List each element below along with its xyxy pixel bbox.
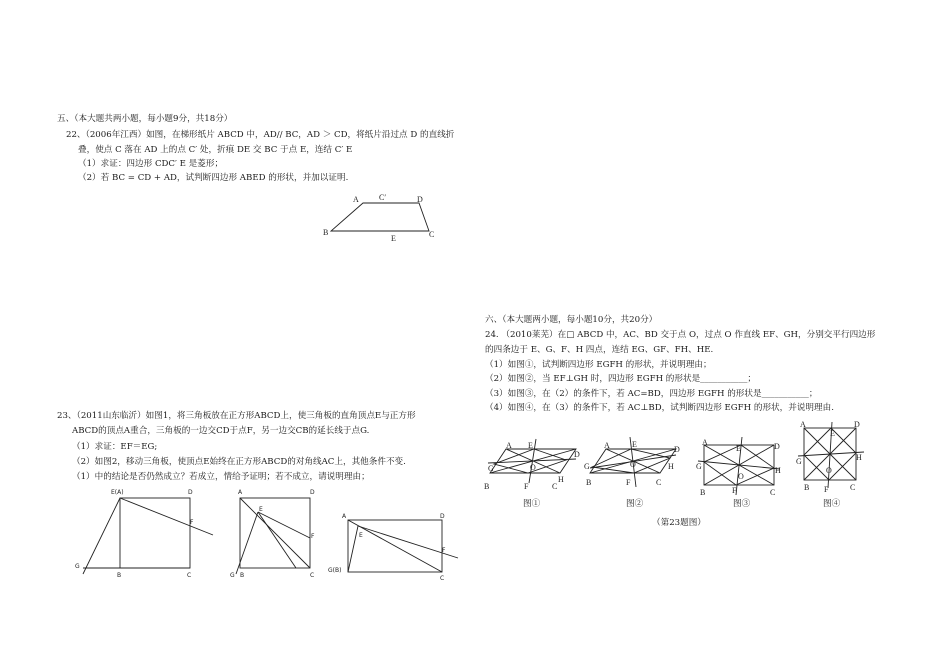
q23-part2: （2）如图2，移动三角板，使顶点E始终在正方形ABCD的对角线AC上，其他条件不变. <box>72 457 406 467</box>
label-D: D <box>854 420 860 429</box>
caption-fig1: 图① <box>523 499 541 509</box>
label-D: D <box>674 445 680 454</box>
label-H: H <box>775 466 781 475</box>
label-H: H <box>558 475 564 484</box>
label-D: D <box>440 513 445 520</box>
label-B: B <box>240 572 245 579</box>
triangle-edge-ef <box>258 512 310 538</box>
label-C: C <box>187 572 192 579</box>
figure-caption-23: （第23题图） <box>652 518 706 528</box>
q22-line2: 叠，使点 C 落在 AD 上的点 C′ 处，折痕 DE 交 BC 于点 E，连结 C′ E <box>78 145 353 155</box>
q22-line1: 22、（2006年江西）如图，在梯形纸片 ABCD 中，AD// BC，AD ＞ CD，将纸片沿过点 D 的直线折 <box>66 130 455 140</box>
label-A: A <box>702 438 708 447</box>
connector <box>258 512 296 568</box>
q24-figure2 <box>584 437 679 497</box>
label-B: B <box>117 572 122 579</box>
label-D: D <box>188 489 193 496</box>
label-D: D <box>774 442 780 451</box>
label-G: G <box>75 563 80 570</box>
label-G: G <box>696 462 702 471</box>
label-E: E <box>259 506 263 513</box>
q23-figure3 <box>328 512 463 592</box>
label-G: G <box>584 462 590 471</box>
q23-figure2 <box>230 488 320 578</box>
q23-part3: （1）中的结论是否仍然成立？若成立，情给予证明；若不成立，请说明理由； <box>72 472 370 482</box>
label-C: C <box>552 482 558 491</box>
label-D: D <box>417 195 423 204</box>
label-C: C <box>440 575 445 582</box>
section6-title: 六、（本大题两小题，每小题10分，共20分） <box>485 315 658 325</box>
label-H: H <box>856 453 862 462</box>
label-A: A <box>353 195 359 204</box>
label-C: C <box>770 488 776 497</box>
q23-line1: 23、（2011山东临沂）如图1，将三角板放在正方形ABCD上，使三角板的直角顶点E与正方形 <box>57 411 416 421</box>
label-O: O <box>826 466 832 475</box>
label-B: B <box>700 488 706 497</box>
label-E: E <box>359 532 363 539</box>
q24-part1: （1）如图①，试判断四边形 EGFH 的形状，并说明理由； <box>485 360 712 370</box>
label-E: E <box>391 234 396 243</box>
label-E: E <box>830 429 835 438</box>
label-G: G <box>230 572 235 579</box>
trapezoid-shape <box>331 203 429 231</box>
label-O: O <box>630 460 636 469</box>
label-EA: E(A) <box>111 489 124 496</box>
label-C: C <box>310 572 315 579</box>
triangle-edge-eg <box>83 498 120 574</box>
label-A: A <box>506 441 512 450</box>
label-C: C <box>656 478 662 487</box>
label-C1: C′ <box>379 193 387 202</box>
label-F: F <box>626 478 631 487</box>
label-D: D <box>574 450 580 459</box>
section5-title: 五、（本大题共两小题，每小题9分，共18分） <box>57 114 233 124</box>
label-H: H <box>668 462 674 471</box>
label-F: F <box>732 486 737 495</box>
label-F: F <box>824 485 829 494</box>
q22-part2: （2）若 BC = CD + AD，试判断四边形 ABED 的形状，并加以证明. <box>78 173 349 183</box>
triangle-edge-eg <box>236 512 258 574</box>
label-F: F <box>311 533 315 540</box>
q24-line2: 的四条边于 E、G、F、H 四点，连结 EG、GF、FH、HE. <box>485 345 714 355</box>
q23-part1: （1）求证：EF＝EG; <box>72 442 158 452</box>
caption-fig2: 图② <box>626 499 644 509</box>
label-G: G <box>488 464 494 473</box>
label-A: A <box>342 513 347 520</box>
label-O: O <box>530 463 536 472</box>
caption-fig3: 图③ <box>733 499 751 509</box>
label-F: F <box>524 482 529 491</box>
label-A: A <box>800 420 806 429</box>
label-F: F <box>442 547 446 554</box>
q24-part4: （4）如图④，在（3）的条件下，若 AC⊥BD，试判断四边形 EGFH 的形状，并说明理由. <box>485 403 834 413</box>
label-A: A <box>604 441 610 450</box>
label-B: B <box>323 228 329 237</box>
label-E: E <box>528 441 533 450</box>
label-C: C <box>429 230 435 239</box>
label-E: E <box>632 440 637 449</box>
q23-figure1 <box>75 488 220 578</box>
q23-line2: ABCD的顶点A重合，三角板的一边交CD于点F，另一边交CB的延长线于点G. <box>72 426 370 436</box>
q24-figure1 <box>484 437 579 497</box>
label-E: E <box>736 444 741 453</box>
q22-trapezoid-figure <box>323 193 443 243</box>
q24-line1: 24. （2010莱芜）在□ ABCD 中，AC、BD 交于点 O，过点 O 作直线 EF、GH，分别交平行四边形 <box>485 330 876 340</box>
q22-part1: （1）求证：四边形 CDC′ E 是菱形； <box>78 159 224 169</box>
label-O: O <box>738 472 744 481</box>
label-A: A <box>238 489 243 496</box>
square-abcd <box>120 498 190 568</box>
label-D: D <box>310 489 315 496</box>
label-F: F <box>190 519 194 526</box>
caption-fig4: 图④ <box>823 499 841 509</box>
q24-part3: （3）如图③，在（2）的条件下，若 AC=BD，四边形 EGFH 的形状是___________； <box>485 389 818 399</box>
q24-figure4 <box>796 422 871 497</box>
label-B: B <box>484 482 490 491</box>
triangle-edge-ef <box>120 498 213 535</box>
q24-part2: （2）如图②，当 EF⊥GH 时，四边形 EGFH 的形状是___________； <box>485 374 757 384</box>
diagonal-ac <box>348 520 442 572</box>
label-B: B <box>804 483 810 492</box>
label-G: G <box>796 457 802 466</box>
label-GB: G(B) <box>328 567 342 574</box>
label-B: B <box>586 478 592 487</box>
q24-figure3 <box>696 437 786 499</box>
label-C: C <box>850 483 856 492</box>
triangle-edge-eg <box>348 526 358 572</box>
